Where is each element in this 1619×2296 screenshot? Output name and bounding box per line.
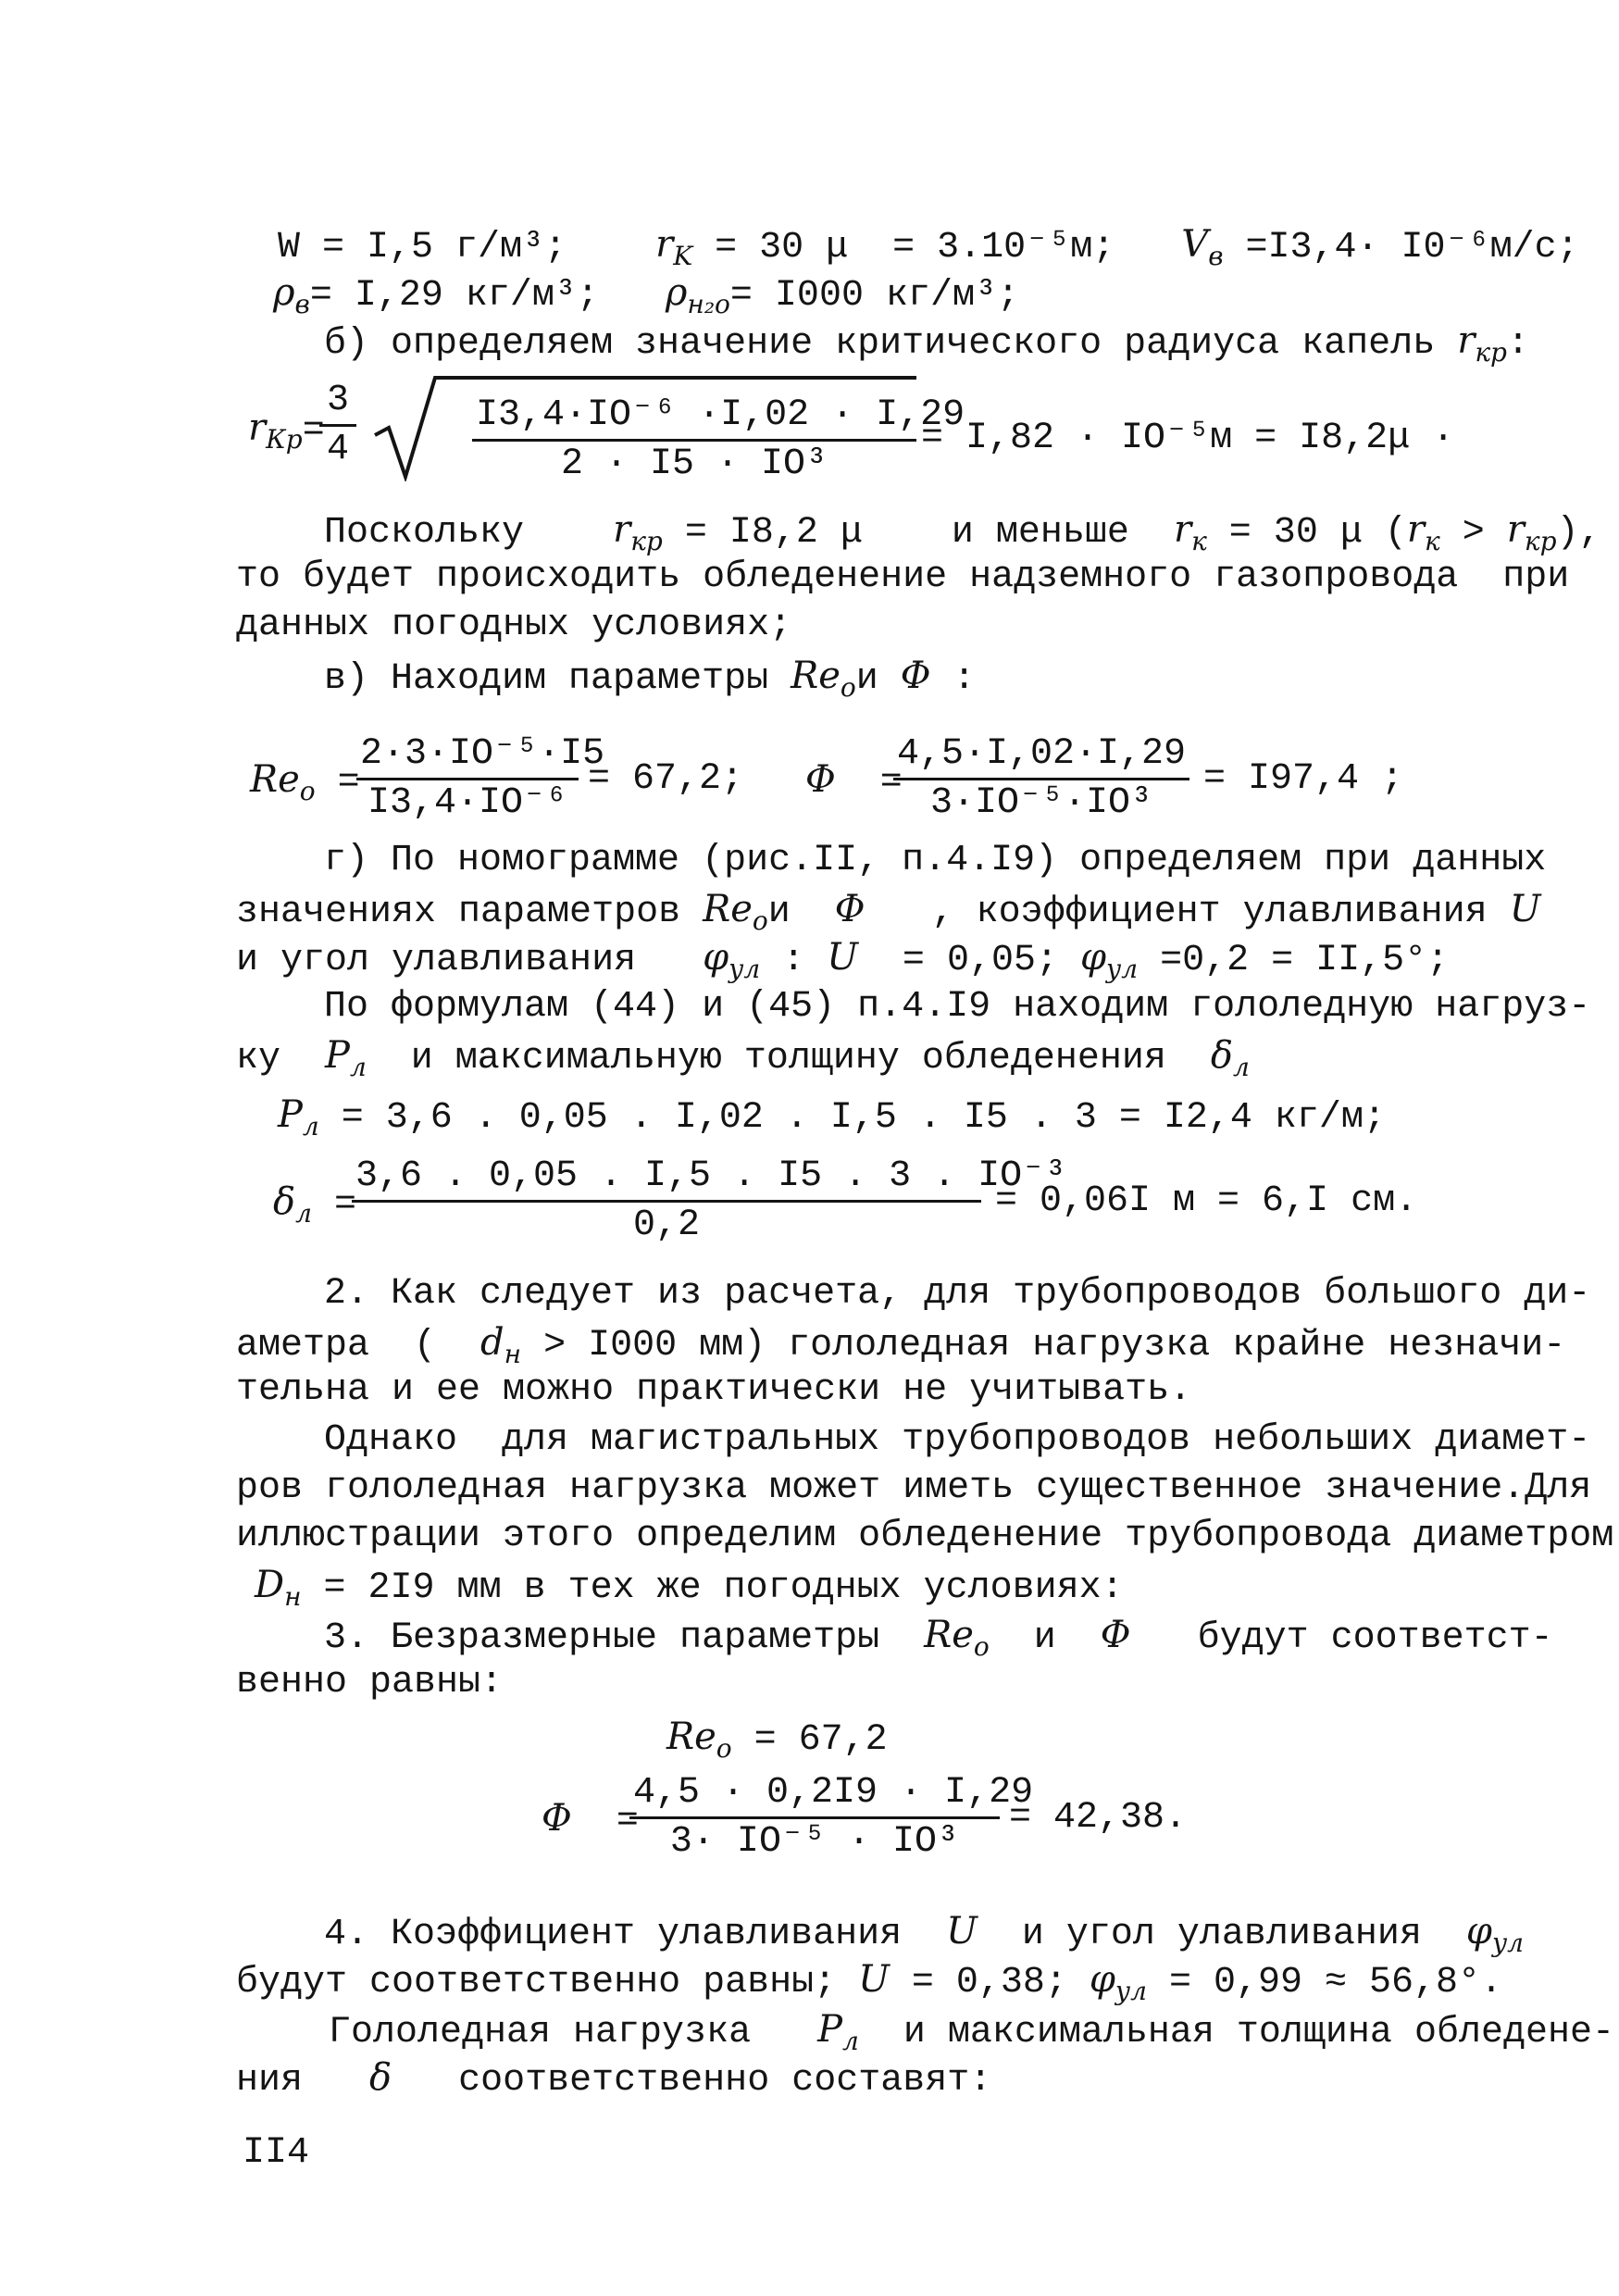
- formulas-paragraph-line-2: ку $P_л$ и максимальную толщину обледенения $\delta_л$: [236, 1034, 1250, 1082]
- formula-ice-thickness-result: = 0,06I м = 6,I см.: [995, 1180, 1418, 1222]
- formula-re-result: = 67,2;: [588, 758, 744, 800]
- paragraph-since-line-1: Поскольку $r_{кр} = I8,2$ μ и меньше $r_к = 30$ μ $(r_к > r_{кр})$,: [324, 508, 1601, 556]
- point-2-line-1: 2. Как следует из расчета, для трубопроводов большого ди-: [324, 1273, 1591, 1315]
- step-g-line-2: значениях параметров $Re_ои$ Φ , коэффициент улавливания U: [236, 888, 1541, 936]
- formula-phi-fraction: $\frac{4,5\cdot I,02\cdot I,29}{\text{3·IO⁻⁵·IO³}}$: [893, 731, 1189, 827]
- formula-critical-radius-lhs: $r_{Кр}=$: [248, 406, 325, 455]
- point-2-line-3: тельна и ее можно практически не учитывать.: [236, 1369, 1192, 1411]
- given-values-line-1: W = I,5 г/м³; $r_K = 30$ μ = 3.10⁻⁵м; $V_в =I3,4\cdot I0^{-6}м/с$;: [278, 223, 1579, 271]
- paragraph-since-line-2: то будет происходить обледенение надземного газопровода при: [236, 556, 1570, 598]
- formula-critical-radius-result: = I,82 · IO⁻⁵м = I8,2μ ·: [921, 418, 1455, 459]
- formula-phi-result: = I97,4 ;: [1203, 758, 1404, 800]
- point-3-line-2: венно равны:: [236, 1662, 504, 1703]
- formula-phi2-lhs: Φ =: [542, 1797, 639, 1842]
- page-number: II4: [243, 2132, 310, 2174]
- formula-ice-thickness-fraction: $\frac{\text{3,6 . 0,05 . I,5 . I5 . 3 . IO⁻³}}{0,2}$: [352, 1154, 981, 1249]
- formulas-paragraph-line-1: По формулам (44) и (45) п.4.I9 находим гололедную нагруз-: [324, 986, 1591, 1028]
- step-v-text: в) Находим параметры $Re_ои$ Φ :: [324, 655, 976, 703]
- formula-phi2-fraction: $\frac{4,5 \cdot 0,2I9 \cdot I,29}{\text{3· IO⁻⁵ · IO³}}$: [629, 1770, 1000, 1866]
- formula-re-lhs: $Re_о$ =: [250, 758, 360, 806]
- formula-critical-radius-fraction: $\frac{\text{I3,4·IO⁻⁶ ·I,02 · I,29}}{\text{2 · I5 · IO³}}$: [472, 393, 916, 488]
- point-4-line-2: будут соответственно равны; U = 0,38; $\varphi_{ул} = 0,99 \approx 56,8^\circ$.: [236, 1958, 1503, 2006]
- given-values-line-2: $\rho_в= I,29$ кг/м³; $\rho_{н_2о}= I000$ кг/м³;: [273, 271, 1019, 319]
- however-paragraph-line-1: Однако для магистральных трубопроводов небольших диамет-: [324, 1419, 1591, 1461]
- paragraph-since-line-3: данных погодных условиях;: [236, 605, 792, 646]
- however-paragraph-line-3: иллюстрации этого определим обледенение трубопровода диаметром: [236, 1516, 1614, 1557]
- formula-ice-load: $P_л = 3,6$ . 0,05 . I,02 . I,5 . I5 . 3 = I2,4 кг/м;: [278, 1093, 1386, 1142]
- ice-load-paragraph-line-1: Гололедная нагрузка $P_л$ и максимальная толщина обледене-: [329, 2008, 1614, 2056]
- ice-load-paragraph-line-2: ния δ соответственно составят:: [236, 2056, 992, 2102]
- formula-critical-radius-coef: $\frac{3}{4}$: [319, 378, 356, 473]
- step-b-text: б) определяем значение критического радиуса капель $r_{кр}$:: [324, 319, 1529, 368]
- point-2-line-2: аметра ( $d_н > I000$ мм) гололедная нагрузка крайне незначи-: [236, 1321, 1566, 1369]
- formula-re-repeat: $Re_о = 67,2$: [666, 1716, 888, 1764]
- formula-phi-lhs: Φ =: [805, 758, 903, 804]
- point-4-line-1: 4. Коэффициент улавливания U и угол улавливания $\varphi_{ул}$: [324, 1910, 1525, 1958]
- point-3-line-1: 3. Безразмерные параметры $Re_о$ и Φ будут соответст-: [324, 1614, 1553, 1662]
- formula-phi2-result: = 42,38.: [1009, 1797, 1188, 1839]
- however-paragraph-line-4: $D_н = 2I9$ мм в тех же погодных условиях:: [255, 1564, 1124, 1612]
- formula-re-fraction: $\frac{\text{2·3·IO⁻⁵·I5}}{\text{I3,4·IO⁻⁶}}$: [356, 731, 579, 827]
- step-g-line-1: г) По номограмме (рис.II, п.4.I9) определяем при данных: [324, 840, 1547, 881]
- however-paragraph-line-2: ров гололедная нагрузка может иметь существенное значение.Для: [236, 1467, 1592, 1509]
- formula-ice-thickness-lhs: $\delta_л$ =: [273, 1180, 356, 1229]
- step-g-line-3: и угол улавливания $\varphi_{ул}$ : U = 0,05; $\varphi_{ул} =0,2 = II,5^\circ$;: [236, 936, 1450, 984]
